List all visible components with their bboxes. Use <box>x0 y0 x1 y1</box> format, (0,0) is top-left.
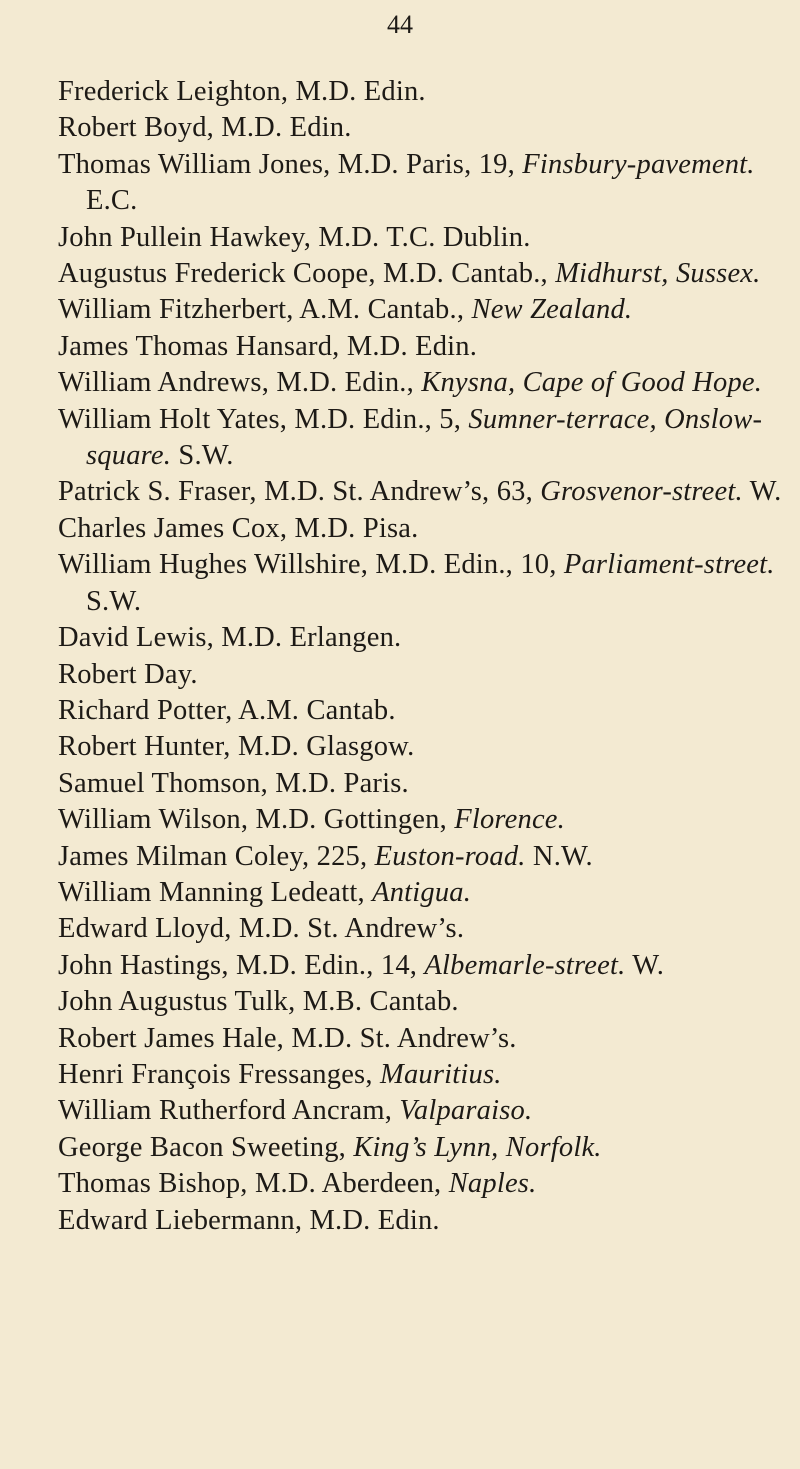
member-name: Robert Boyd, M.D. Edin. <box>58 112 352 144</box>
member-name: William Hughes Willshire, M.D. Edin., 10, <box>58 549 564 581</box>
list-item <box>58 875 782 911</box>
member-name: Edward Liebermann, M.D. Edin. <box>58 1204 440 1236</box>
postal-district: E.C. <box>86 185 138 217</box>
list-item <box>58 256 782 292</box>
list-item <box>58 620 782 656</box>
list-item <box>58 802 782 838</box>
member-name: Richard Potter, A.M. Cantab. <box>58 694 396 726</box>
member-address: Finsbury-pavement. <box>522 148 755 180</box>
list-item <box>58 1021 782 1057</box>
member-address: Antigua. <box>372 876 472 908</box>
member-name: Thomas Bishop, M.D. Aberdeen, <box>58 1168 449 1200</box>
page-number: 44 <box>387 10 413 39</box>
member-list <box>58 74 782 1239</box>
list-item <box>58 147 782 220</box>
list-item <box>58 1203 782 1239</box>
member-name: Patrick S. Fraser, M.D. St. Andrew’s, 63, <box>58 476 541 508</box>
member-name: Henri François Fressanges, <box>58 1058 381 1090</box>
list-item <box>58 1057 782 1093</box>
postal-district: S.W. <box>171 440 234 472</box>
list-item <box>58 511 782 547</box>
member-name: Edward Lloyd, M.D. St. Andrew’s. <box>58 913 465 945</box>
list-item <box>58 911 782 947</box>
member-name: Charles James Cox, M.D. Pisa. <box>58 512 419 544</box>
list-item <box>58 220 782 256</box>
member-name: Augustus Frederick Coope, M.D. Cantab., <box>58 258 556 290</box>
member-name: William Wilson, M.D. Gottingen, <box>58 804 455 836</box>
member-name: William Rutherford Ancram, <box>58 1095 400 1127</box>
member-address: Albemarle-street. <box>424 949 626 981</box>
member-name: Robert Hunter, M.D. Glasgow. <box>58 731 415 763</box>
member-address: Valparaiso. <box>399 1095 533 1127</box>
list-item <box>58 657 782 693</box>
member-name: James Thomas Hansard, M.D. Edin. <box>58 330 478 362</box>
member-name: George Bacon Sweeting, <box>58 1131 354 1163</box>
postal-district: S.W. <box>86 585 142 617</box>
member-address: Grosvenor-street. <box>540 476 743 508</box>
member-name: Robert Day. <box>58 658 198 690</box>
member-name: Thomas William Jones, M.D. Paris, 19, <box>58 148 523 180</box>
member-name: William Andrews, M.D. Edin., <box>58 367 422 399</box>
list-item <box>58 402 782 475</box>
member-name: William Holt Yates, M.D. Edin., 5, <box>58 403 469 435</box>
list-item <box>58 74 782 110</box>
member-address: Midhurst, Sussex. <box>555 258 761 290</box>
member-name: John Pullein Hawkey, M.D. T.C. Dublin. <box>58 221 531 253</box>
member-address: Florence. <box>454 804 565 836</box>
member-address: Knysna, Cape of Good Hope. <box>421 367 763 399</box>
list-item <box>58 547 782 620</box>
member-address: Parliament-street. <box>563 549 775 581</box>
list-item <box>58 693 782 729</box>
member-name: Robert James Hale, M.D. St. Andrew’s. <box>58 1022 517 1054</box>
member-address: Mauritius. <box>380 1058 502 1090</box>
list-item <box>58 948 782 984</box>
list-item <box>58 365 782 401</box>
list-item <box>58 1093 782 1129</box>
member-address: King’s Lynn, Norfolk. <box>353 1131 602 1163</box>
member-name: John Hastings, M.D. Edin., 14, <box>58 949 425 981</box>
postal-district: W. <box>625 949 665 981</box>
list-item <box>58 839 782 875</box>
list-item <box>58 292 782 328</box>
member-name: David Lewis, M.D. Erlangen. <box>58 622 402 654</box>
member-address: Sumner-terrace, Onslow-square. <box>86 403 763 472</box>
list-item <box>58 474 782 510</box>
list-item <box>58 1130 782 1166</box>
member-name: Frederick Leighton, M.D. Edin. <box>58 76 426 107</box>
member-address: New Zealand. <box>471 294 633 326</box>
list-item <box>58 766 782 802</box>
postal-district: N.W. <box>525 840 593 872</box>
member-address: Naples. <box>448 1168 537 1200</box>
member-name: John Augustus Tulk, M.B. Cantab. <box>58 986 459 1018</box>
member-name: James Milman Coley, 225, <box>58 840 375 872</box>
list-item <box>58 329 782 365</box>
member-address: Euston-road. <box>374 840 526 872</box>
list-item <box>58 729 782 765</box>
list-item <box>58 110 782 146</box>
member-name: William Manning Ledeatt, <box>58 876 373 908</box>
member-name: Samuel Thomson, M.D. Paris. <box>58 767 409 799</box>
list-item <box>58 1166 782 1202</box>
list-item <box>58 984 782 1020</box>
postal-district: W. <box>742 476 782 508</box>
member-name: William Fitzherbert, A.M. Cantab., <box>58 294 472 326</box>
